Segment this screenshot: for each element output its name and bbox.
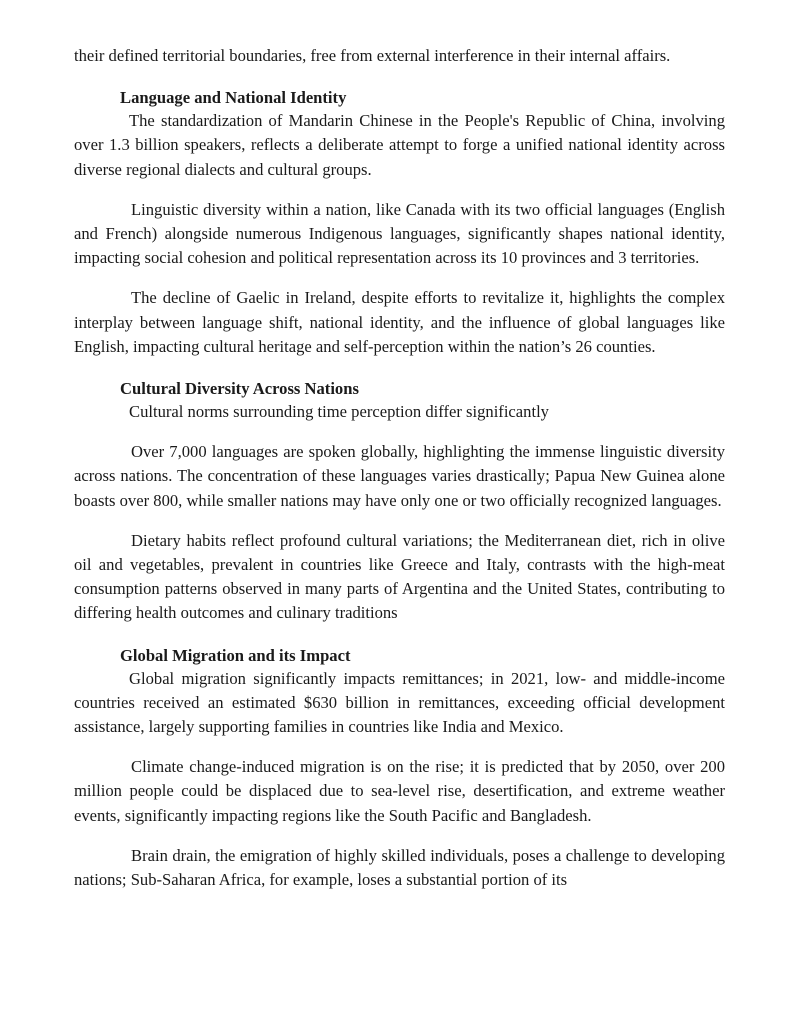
paragraph-remittances: Global migration significantly impacts remittances; in 2021, low- and middle-income countries received an estimated $630 billion in remittances, exceeding official development assistance, largely supporting families in countries like India and Mexico. — [74, 668, 725, 737]
paragraph-languages: Over 7,000 languages are spoken globally, highlighting the immense linguistic diversity across nations. The concentration of these languages varies drastically; Papua New Guinea alone boasts over 800, while smaller nations may have only one or two officially recognized languages. — [74, 442, 725, 510]
paragraph-time-perception: Cultural norms surrounding time perception differ significantly — [129, 402, 549, 422]
paragraph-mandarin: The standardization of Mandarin Chinese in the People's Republic of China, involving over 1.3 billion speakers, reflects a deliberate attempt to forge a unified national identity across diverse regional dialects and cultural groups. — [74, 111, 725, 179]
section-heading-cultural: Cultural Diversity Across Nations — [120, 379, 359, 399]
paragraph-brain-drain: Brain drain, the emigration of highly skilled individuals, poses a challenge to developing nations; Sub-Saharan Africa, for example, loses a substantial portion of its — [74, 845, 725, 890]
document-page — [74, 44, 725, 892]
section-heading-language: Language and National Identity — [120, 88, 347, 108]
paragraph-continuation: their defined territorial boundaries, free from external interference in their internal affairs. — [74, 46, 671, 65]
paragraph-dietary: Dietary habits reflect profound cultural variations; the Mediterranean diet, rich in olive oil and vegetables, prevalent in countries like Greece and Italy, contrasts with the high-meat consumption patterns observed in many parts of Argentina and the United States, contributing to differing health outcomes and culinary traditions — [74, 530, 725, 623]
paragraph-climate: Climate change-induced migration is on the rise; it is predicted that by 2050, over 200 million people could be displaced due to sea-level rise, desertification, and extreme weather events, significantly impacting regions like the South Pacific and Bangladesh. — [74, 757, 725, 825]
section-heading-migration: Global Migration and its Impact — [120, 645, 351, 665]
paragraph-gaelic: The decline of Gaelic in Ireland, despite efforts to revitalize it, highlights the complex interplay between language shift, national identity, and the influence of global languages like English, impacting cultural heritage and self-perception within the nation’s 26 counties. — [74, 288, 725, 356]
paragraph-canada: Linguistic diversity within a nation, like Canada with its two official languages (English and French) alongside numerous Indigenous languages, significantly shapes national identity, impacting social cohesion and political representation across its 10 provinces and 3 territories. — [74, 199, 725, 268]
